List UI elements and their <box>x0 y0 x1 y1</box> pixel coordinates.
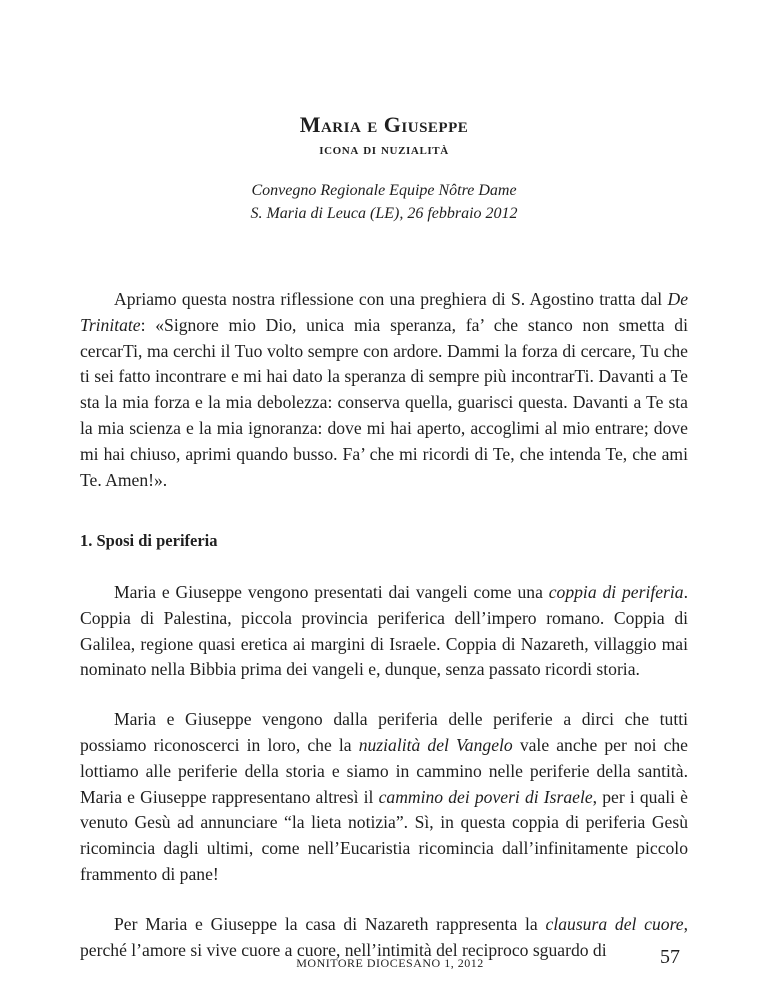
text-run: vale anche per noi che lottiamo alle periferie della storia e siamo in cammino nelle periferie della santità. Maria e Giuseppe rappresentano altresì il <box>80 734 688 807</box>
text-run: : «Signore mio Dio, unica mia speranza, fa’ che stanco non smetta di cercarTi, ma cerchi il Tuo volto sempre con ardore. Dammi la forza di cercare, Tu che ti sei fatto incontrare e mi hai dato la speranza di sempre più incontrarTi. Davanti a Te sta la mia forza e la mia debolezza: conserva quella, guarisci questa. Davanti a Te sta la mia scienza e la mia ignoranza: dove mi hai aperto, accoglimi al mio entrare; dove mi hai chiuso, aprimi quando busso. Fa’ che mi ricordi di Te, che intenda Te, che ami Te. Amen!». <box>80 314 688 490</box>
section-heading: 1. Sposi di periferia <box>80 531 218 550</box>
intro-section <box>80 287 688 493</box>
article-subtitle: icona di nuzialità <box>319 142 449 158</box>
article-title: Maria e Giuseppe <box>299 112 469 137</box>
italic-run: coppia di periferia <box>548 582 684 602</box>
text-run: Per Maria e Giuseppe la casa di Nazareth rappresenta la <box>114 913 546 934</box>
event-info <box>0 179 768 225</box>
paragraph-2 <box>80 707 688 888</box>
page-number: 57 <box>660 946 680 968</box>
italic-run: nuzialità del Vangelo <box>358 734 513 755</box>
running-footer: MONITORE DIOCESANO 1, 2012 <box>296 956 484 970</box>
intro-paragraph <box>80 287 688 493</box>
event-location-date: S. Maria di Leuca (LE), 26 febbraio 2012 <box>250 205 518 222</box>
text-run: , perché l’amore si vive cuore a cuore, nell’intimità del reciproco sguardo di <box>80 913 688 960</box>
text-run: Apriamo questa nostra riflessione con una preghiera di S. Agostino tratta dal <box>114 289 668 309</box>
event-name: Convegno Regionale Equipe Nôtre Dame <box>251 182 517 199</box>
paragraph-1 <box>80 580 688 683</box>
text-run: Maria e Giuseppe vengono presentati dai vangeli come una <box>114 582 549 602</box>
italic-run: clausura del cuore <box>545 913 684 934</box>
italic-run: cammino dei poveri di Israele <box>378 786 593 807</box>
text-run: . Coppia di Palestina, piccola provincia periferica dell’impero romano. Coppia di Galilea, regione quasi eretica ai margini di Israele. Coppia di Nazareth, villaggio mai nominato nella Bibbia prima dei vangeli e, dunque, senza passato ricordi storia. <box>80 582 688 680</box>
italic-run: De Trinitate <box>80 289 688 335</box>
section-1 <box>80 530 688 963</box>
text-run: Maria e Giuseppe vengono dalla periferia delle periferie a dirci che tutti possiamo riconoscerci in loro, che la <box>80 709 688 755</box>
text-run: , per i quali è venuto Gesù ad annunciare “la lieta notizia”. Sì, in questa coppia di periferia Gesù ricomincia dagli ultimi, come nell’Eucaristia ricomincia dall’infinitamente piccolo frammento di pane! <box>80 786 688 884</box>
